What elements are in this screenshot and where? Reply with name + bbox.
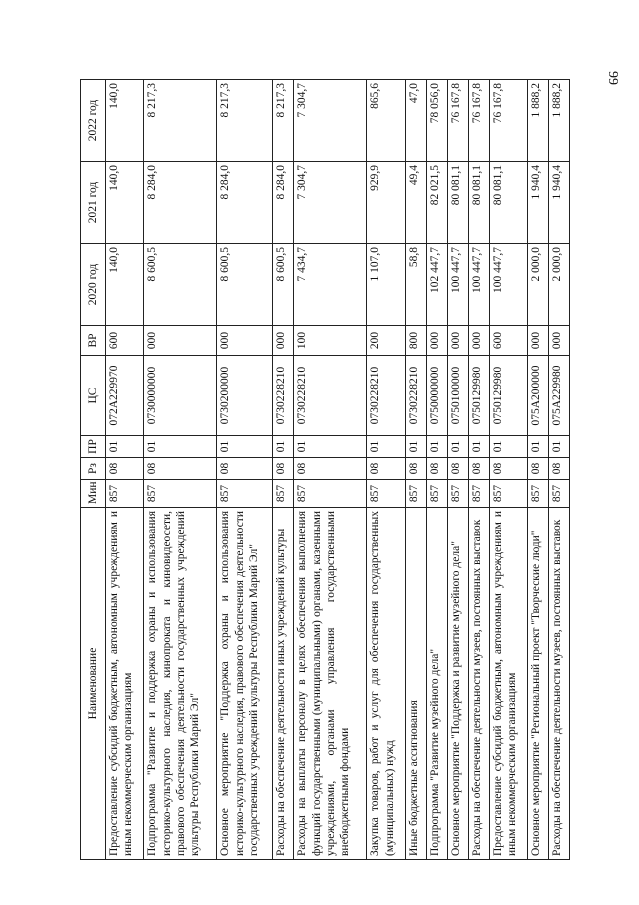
cell-min: 857 [468, 480, 489, 508]
rotated-table-container [80, 80, 570, 860]
cell-2020: 58,8 [405, 244, 426, 326]
table-row [405, 80, 426, 860]
cell-2021: 82 021,5 [426, 162, 447, 244]
table-row [144, 80, 217, 860]
cell-2021: 8 284,0 [273, 162, 294, 244]
cell-rz: 08 [548, 458, 569, 480]
cell-pr: 01 [468, 436, 489, 458]
cell-min: 857 [217, 480, 273, 508]
cell-2020: 1 107,0 [367, 244, 405, 326]
cell-2022: 1 888,2 [527, 80, 548, 162]
cell-pr: 01 [367, 436, 405, 458]
table-row [294, 80, 367, 860]
cell-name: Подпрограмма "Развитие музейного дела" [426, 508, 447, 860]
cell-cs: 072А229970 [106, 356, 144, 436]
cell-cs: 0750100000 [447, 356, 468, 436]
table-row [426, 80, 447, 860]
page-number: 99 [605, 71, 620, 85]
cell-min: 857 [273, 480, 294, 508]
cell-vr: 000 [273, 326, 294, 356]
cell-cs: 0730228210 [367, 356, 405, 436]
cell-pr: 01 [405, 436, 426, 458]
cell-name: Подпрограмма "Развитие и поддержка охраны и использования историко-культурного наследия, кинопроката и киновидеосети, правового обеспечения деятельности государственных учреждений культуры Республики Марий Эл" [144, 508, 217, 860]
cell-pr: 01 [447, 436, 468, 458]
cell-2022: 47,0 [405, 80, 426, 162]
cell-pr: 01 [548, 436, 569, 458]
cell-name: Иные бюджетные ассигнования [405, 508, 426, 860]
cell-vr: 000 [217, 326, 273, 356]
table-row [447, 80, 468, 860]
cell-name: Предоставление субсидий бюджетным, автономным учреждениям и иным некоммерческим организациям [106, 508, 144, 860]
cell-name: Расходы на обеспечение деятельности музеев, постоянных выставок [468, 508, 489, 860]
cell-rz: 08 [426, 458, 447, 480]
cell-2020: 100 447,7 [447, 244, 468, 326]
cell-cs: 0730200000 [217, 356, 273, 436]
cell-vr: 000 [548, 326, 569, 356]
cell-2021: 80 081,1 [468, 162, 489, 244]
cell-pr: 01 [144, 436, 217, 458]
cell-pr: 01 [217, 436, 273, 458]
cell-pr: 01 [294, 436, 367, 458]
cell-cs: 075А229980 [548, 356, 569, 436]
cell-rz: 08 [527, 458, 548, 480]
cell-rz: 08 [447, 458, 468, 480]
cell-2021: 140,0 [106, 162, 144, 244]
cell-name: Расходы на обеспечение деятельности иных учреждений культуры [273, 508, 294, 860]
cell-2020: 140,0 [106, 244, 144, 326]
cell-min: 857 [294, 480, 367, 508]
cell-pr: 01 [527, 436, 548, 458]
header-name: Наименование [81, 508, 106, 860]
cell-vr: 600 [106, 326, 144, 356]
cell-name: Основное мероприятие "Поддержка охраны и использования историко-культурного наследия, правового обеспечения деятельности государственных учреждений культуры Республики Марий Эл" [217, 508, 273, 860]
cell-2021: 1 940,4 [548, 162, 569, 244]
header-min: Мин [81, 480, 106, 508]
header-pr: ПР [81, 436, 106, 458]
cell-min: 857 [548, 480, 569, 508]
cell-cs: 0730228210 [405, 356, 426, 436]
cell-name: Закупка товаров, работ и услуг для обеспечения государственных (муниципальных) нужд [367, 508, 405, 860]
cell-2020: 100 447,7 [489, 244, 527, 326]
cell-2022: 865,6 [367, 80, 405, 162]
cell-pr: 01 [426, 436, 447, 458]
cell-2021: 8 284,0 [144, 162, 217, 244]
table-row [548, 80, 569, 860]
cell-vr: 200 [367, 326, 405, 356]
cell-min: 857 [447, 480, 468, 508]
cell-cs: 0730228210 [294, 356, 367, 436]
cell-min: 857 [489, 480, 527, 508]
cell-name: Предоставление субсидий бюджетным, автономным учреждениям и иным некоммерческим организациям [489, 508, 527, 860]
cell-rz: 08 [468, 458, 489, 480]
cell-pr: 01 [273, 436, 294, 458]
cell-rz: 08 [144, 458, 217, 480]
table-row [527, 80, 548, 860]
table-row [468, 80, 489, 860]
cell-2020: 2 000,0 [548, 244, 569, 326]
cell-min: 857 [144, 480, 217, 508]
table-row [106, 80, 144, 860]
cell-2020: 8 600,5 [273, 244, 294, 326]
cell-rz: 08 [294, 458, 367, 480]
table-row [273, 80, 294, 860]
cell-2020: 2 000,0 [527, 244, 548, 326]
cell-2020: 100 447,7 [468, 244, 489, 326]
cell-2022: 76 167,8 [468, 80, 489, 162]
cell-2021: 8 284,0 [217, 162, 273, 244]
header-2022: 2022 год [81, 80, 106, 162]
cell-cs: 0750129980 [489, 356, 527, 436]
cell-2021: 80 081,1 [489, 162, 527, 244]
cell-vr: 100 [294, 326, 367, 356]
cell-rz: 08 [489, 458, 527, 480]
cell-2021: 1 940,4 [527, 162, 548, 244]
cell-name: Основное мероприятие "Поддержка и развитие музейного дела" [447, 508, 468, 860]
cell-cs: 0730000000 [144, 356, 217, 436]
budget-table [80, 79, 570, 860]
cell-min: 857 [527, 480, 548, 508]
cell-2022: 8 217,3 [144, 80, 217, 162]
cell-2021: 80 081,1 [447, 162, 468, 244]
cell-2022: 7 304,7 [294, 80, 367, 162]
cell-min: 857 [106, 480, 144, 508]
cell-rz: 08 [106, 458, 144, 480]
cell-2022: 76 167,8 [447, 80, 468, 162]
cell-vr: 000 [144, 326, 217, 356]
table-row [489, 80, 527, 860]
cell-min: 857 [426, 480, 447, 508]
cell-2020: 7 434,7 [294, 244, 367, 326]
cell-2022: 1 888,2 [548, 80, 569, 162]
cell-cs: 0750000000 [426, 356, 447, 436]
header-2020: 2020 год [81, 244, 106, 326]
cell-name: Основное мероприятие "Региональный проект "Творческие люди" [527, 508, 548, 860]
cell-2020: 8 600,5 [144, 244, 217, 326]
header-rz: Рз [81, 458, 106, 480]
table-body [106, 80, 570, 860]
header-2021: 2021 год [81, 162, 106, 244]
cell-2022: 8 217,3 [273, 80, 294, 162]
cell-2021: 7 304,7 [294, 162, 367, 244]
cell-2021: 49,4 [405, 162, 426, 244]
cell-2020: 102 447,7 [426, 244, 447, 326]
cell-vr: 600 [489, 326, 527, 356]
cell-vr: 000 [426, 326, 447, 356]
cell-min: 857 [367, 480, 405, 508]
header-cs: ЦС [81, 356, 106, 436]
cell-pr: 01 [106, 436, 144, 458]
cell-cs: 075А200000 [527, 356, 548, 436]
cell-rz: 08 [273, 458, 294, 480]
cell-vr: 000 [447, 326, 468, 356]
cell-vr: 000 [468, 326, 489, 356]
cell-min: 857 [405, 480, 426, 508]
cell-name: Расходы на выплаты персоналу в целях обеспечения выполнения функций государственными (муниципальными) органами, казенными учреждениями, органами управления государственными внебюджетными фондами [294, 508, 367, 860]
cell-2022: 78 056,0 [426, 80, 447, 162]
cell-2022: 8 217,3 [217, 80, 273, 162]
cell-vr: 000 [527, 326, 548, 356]
cell-rz: 08 [217, 458, 273, 480]
table-row [217, 80, 273, 860]
header-vr: ВР [81, 326, 106, 356]
cell-rz: 08 [405, 458, 426, 480]
cell-2020: 8 600,5 [217, 244, 273, 326]
cell-2022: 140,0 [106, 80, 144, 162]
cell-vr: 800 [405, 326, 426, 356]
cell-pr: 01 [489, 436, 527, 458]
cell-2021: 929,9 [367, 162, 405, 244]
cell-cs: 0730228210 [273, 356, 294, 436]
cell-cs: 0750129980 [468, 356, 489, 436]
cell-2022: 76 167,8 [489, 80, 527, 162]
table-header-row [81, 80, 106, 860]
cell-name: Расходы на обеспечение деятельности музеев, постоянных выставок [548, 508, 569, 860]
cell-rz: 08 [367, 458, 405, 480]
table-row [367, 80, 405, 860]
